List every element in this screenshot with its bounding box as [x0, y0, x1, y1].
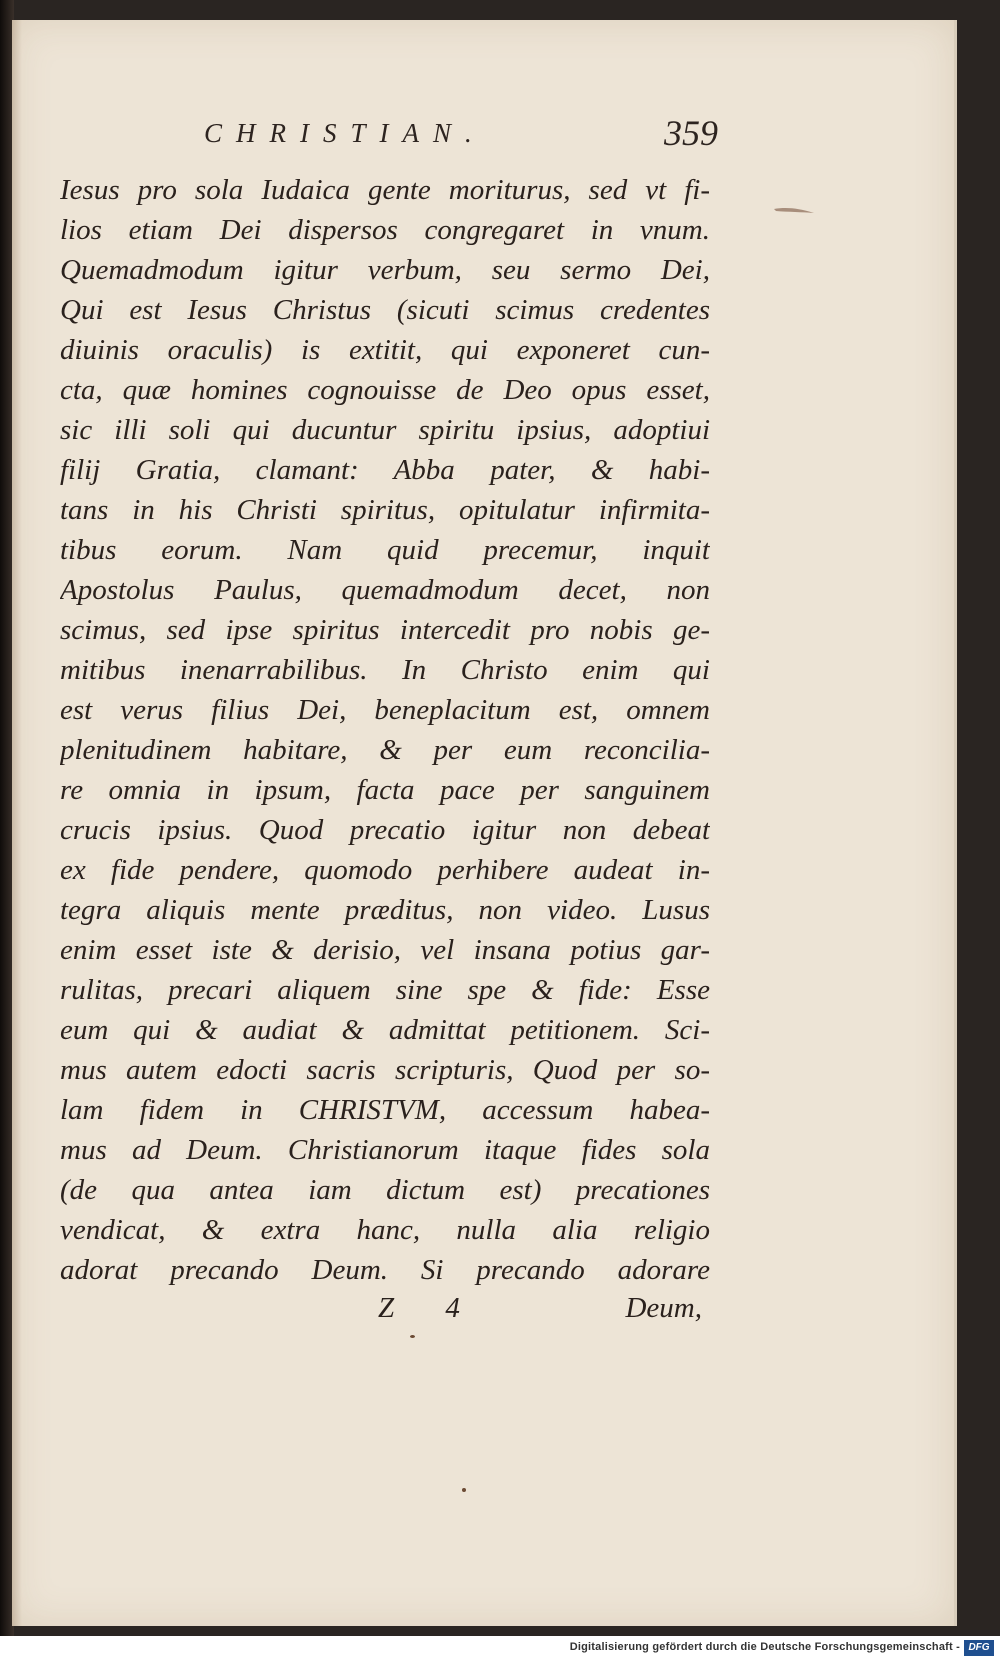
text-line: enim esset iste & derisio, vel insana potius gar- — [60, 934, 710, 966]
text-line: plenitudinem habitare, & per eum reconcilia- — [60, 734, 710, 766]
text-line: mus ad Deum. Christianorum itaque fides sola — [60, 1134, 710, 1166]
text-line: diuinis oraculis) is extitit, qui exponeret cun- — [60, 334, 710, 366]
text-line: filij Gratia, clamant: Abba pater, & habi- — [60, 454, 710, 486]
text-line: est verus filius Dei, beneplacitum est, omnem — [60, 694, 710, 726]
text-line: Quemadmodum igitur verbum, seu sermo Dei, — [60, 254, 710, 286]
signature-mark: Z 4 — [378, 1292, 482, 1324]
text-line: mus autem edocti sacris scripturis, Quod per so- — [60, 1054, 710, 1086]
text-line: tibus eorum. Nam quid precemur, inquit — [60, 534, 710, 566]
text-line: Iesus pro sola Iudaica gente moriturus, sed vt fi- — [60, 174, 710, 206]
text-line: ex fide pendere, quomodo perhibere audeat in- — [60, 854, 710, 886]
text-line: vendicat, & extra hanc, nulla alia religio — [60, 1214, 710, 1246]
paper-speck — [410, 1335, 415, 1338]
text-line: lios etiam Dei dispersos congregaret in vnum. — [60, 214, 710, 246]
text-line: mitibus inenarrabilibus. In Christo enim qui — [60, 654, 710, 686]
dfg-logo: DFG — [964, 1640, 994, 1656]
footer-credit-text: Digitalisierung gefördert durch die Deutsche Forschungsgemeinschaft - — [569, 1641, 960, 1653]
text-line: Apostolus Paulus, quemadmodum decet, non — [60, 574, 710, 606]
text-line: adorat precando Deum. Si precando adorare — [60, 1254, 710, 1286]
ink-blot-mark — [772, 204, 816, 216]
text-line: re omnia in ipsum, facta pace per sanguinem — [60, 774, 710, 806]
text-line: cta, quæ homines cognouisse de Deo opus esset, — [60, 374, 710, 406]
paper-speck — [462, 1488, 466, 1492]
text-line: eum qui & audiat & admittat petitionem. Sci- — [60, 1014, 710, 1046]
running-head — [12, 113, 954, 158]
text-line: crucis ipsius. Quod precatio igitur non debeat — [60, 814, 710, 846]
text-line: tegra aliquis mente præditus, non video. Lusus — [60, 894, 710, 926]
page-number: 359 — [664, 113, 718, 153]
catchline — [60, 1292, 710, 1332]
running-title: CHRISTIAN. — [204, 118, 486, 148]
text-line: tans in his Christi spiritus, opitulatur infirmita- — [60, 494, 710, 526]
text-line: scimus, sed ipse spiritus intercedit pro nobis ge- — [60, 614, 710, 646]
main-text-block — [60, 170, 710, 1290]
text-line: (de qua antea iam dictum est) precationes — [60, 1174, 710, 1206]
catchword: Deum, — [625, 1292, 702, 1324]
text-line: sic illi soli qui ducuntur spiritu ipsius, adoptiui — [60, 414, 710, 446]
digitization-footer — [0, 1636, 1000, 1664]
book-page — [12, 20, 957, 1626]
text-line: rulitas, precari aliquem sine spe & fide: Esse — [60, 974, 710, 1006]
text-line: lam fidem in CHRISTVM, accessum habea- — [60, 1094, 710, 1126]
text-line: Qui est Iesus Christus (sicuti scimus credentes — [60, 294, 710, 326]
